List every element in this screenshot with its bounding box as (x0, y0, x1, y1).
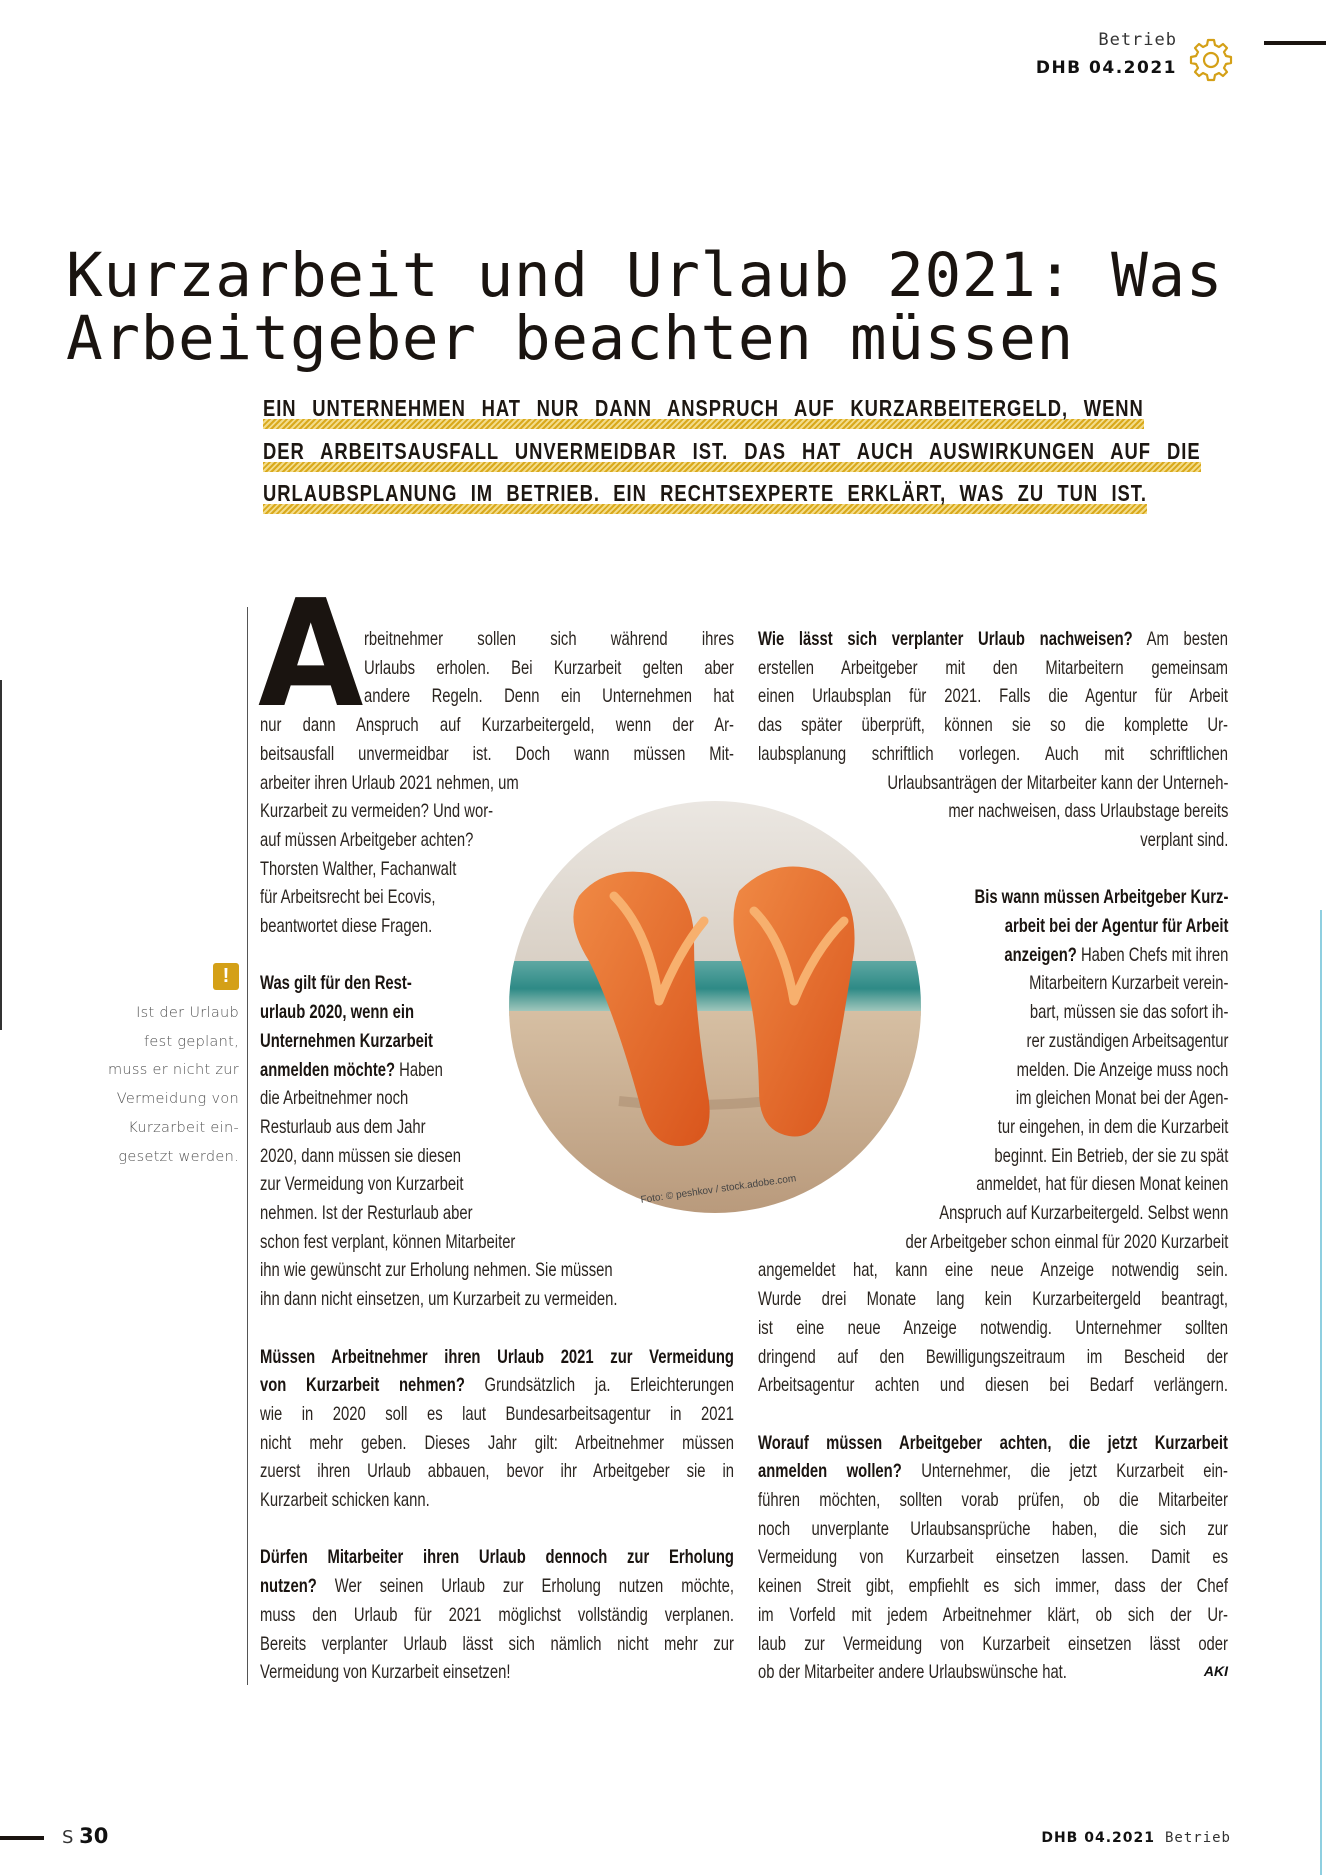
text-line (758, 1371, 1228, 1400)
text-line (758, 740, 1228, 769)
question-heading: Müssen Arbeitnehmer ihren Urlaub 2021 zur Vermeidung (260, 1345, 734, 1368)
text-line (758, 1429, 1228, 1458)
question-heading: Bis wann müssen Arbeitgeber Kurz- (974, 886, 1228, 909)
body-text: beitsausfall unvermeidbar ist. Doch wann müssen Mit- (260, 742, 734, 765)
subtitle-text: URLAUBSPLANUNG IM BETRIEB. EIN RECHTSEXPERTE ERKLÄRT, WAS ZU TUN IST. (263, 480, 1147, 506)
footer-issue (1041, 1829, 1231, 1846)
footer-issue-label: DHB 04.2021 (1041, 1830, 1155, 1846)
body-text: Kurzarbeit zu vermeiden? Und wor- (260, 800, 494, 823)
text-line (260, 1658, 734, 1687)
issue-label: DHB 04.2021 (1035, 58, 1177, 78)
body-text: ob der Mitarbeiter andere Urlaubswünsche hat. (758, 1661, 1067, 1684)
body-text: schon fest verplant, können Mitarbeiter (260, 1230, 516, 1253)
text-line (758, 769, 1228, 798)
question-heading: Was gilt für den Rest- (260, 972, 412, 995)
sidebar-note-line: gesetzt werden. (118, 1148, 239, 1165)
author-initials: AKI (1203, 1663, 1228, 1680)
body-text: der Arbeitgeber schon einmal für 2020 Kurzarbeit (905, 1230, 1228, 1253)
body-text: angemeldet hat, kann eine neue Anzeige notwendig sein. (758, 1259, 1228, 1282)
text-line (260, 1371, 734, 1400)
body-text: Bereits verplanter Urlaub lässt sich nämlich nicht mehr zur (260, 1632, 734, 1655)
body-text: nur dann Anspruch auf Kurzarbeitergeld, wenn der Ar- (260, 714, 734, 737)
sidebar-note-line: Ist der Urlaub (136, 1005, 239, 1021)
text-line (364, 682, 734, 711)
text-line (260, 711, 734, 740)
text-line (260, 1457, 734, 1486)
text-line (260, 769, 734, 798)
text-line (260, 1601, 734, 1630)
page-title-line-2: Arbeitgeber beachten müssen (66, 303, 1074, 374)
body-text: einen Urlaubsplan für 2021. Falls die Agentur für Arbeit (758, 685, 1228, 708)
question-heading: nutzen? (260, 1575, 317, 1598)
question-heading: von Kurzarbeit nehmen? (260, 1374, 465, 1397)
text-line (758, 1343, 1228, 1372)
page-title-line-1: Kurzarbeit und Urlaub 2021: Was (66, 240, 1224, 311)
text-line (758, 711, 1228, 740)
text-line (758, 1658, 1228, 1687)
section-label: Betrieb (1098, 30, 1177, 50)
body-text: rer zuständigen Arbeitsagentur (1026, 1029, 1228, 1052)
body-text: nicht mehr geben. Dieses Jahr gilt: Arbeitnehmer müssen (260, 1431, 734, 1454)
text-line (364, 625, 734, 654)
body-text: führen möchten, sollten vorab prüfen, ob die Mitarbeiter (758, 1489, 1228, 1511)
page-edge-left (0, 680, 2, 1030)
text-line (260, 1429, 734, 1458)
body-text: beginnt. Ein Betrieb, der sie zu spät (994, 1144, 1228, 1167)
exclamation-icon: ! (213, 963, 239, 990)
body-text: Thorsten Walther, Fachanwalt (260, 857, 457, 880)
text-line (260, 1400, 734, 1429)
body-text: tur eingehen, in dem die Kurzarbeit (997, 1115, 1228, 1138)
body-text: Wer seinen Urlaub zur Erholung nutzen möchte, (316, 1575, 734, 1598)
text-line (758, 1314, 1228, 1343)
header-rule (1264, 41, 1326, 45)
body-text: Grundsätzlich ja. Erleichterungen (464, 1374, 734, 1397)
body-text: mer nachweisen, dass Urlaubstage bereits (947, 800, 1228, 823)
question-heading: anmelden möchte? (260, 1058, 396, 1081)
body-text: noch unverplante Urlaubsansprüche haben, die sich zur (758, 1517, 1228, 1540)
body-text: Unternehmer, die jetzt Kurzarbeit ein- (901, 1460, 1228, 1483)
body-text: beantwortet diese Fragen. (260, 915, 433, 937)
text-line (260, 1285, 734, 1314)
text-line (758, 1486, 1228, 1515)
text-line (758, 1543, 1228, 1572)
subtitle-line-3 (263, 478, 1147, 520)
subtitle-line-1 (263, 393, 1144, 435)
page-prefix: S (62, 1827, 74, 1848)
text-line (260, 1228, 734, 1257)
flip-flops-photo (509, 801, 921, 1213)
body-text: Kurzarbeit schicken kann. (260, 1489, 430, 1511)
body-text: Urlaubsanträgen der Mitarbeiter kann der Unterneh- (886, 771, 1228, 794)
body-text: dringend auf den Bewilligungszeitraum im Bescheid der (758, 1345, 1228, 1368)
body-text: Am besten (1132, 628, 1228, 650)
sidebar-note-line: muss er nicht zur (107, 1062, 239, 1079)
text-line (758, 1630, 1228, 1659)
body-text: nehmen. Ist der Resturlaub aber (260, 1202, 473, 1224)
text-line (758, 654, 1228, 683)
body-text: muss den Urlaub für 2021 möglichst vollständig verplanen. (260, 1603, 734, 1626)
text-line (260, 1256, 734, 1285)
sidebar-note-line: fest geplant, (144, 1033, 239, 1050)
question-heading: Unternehmen Kurzarbeit (260, 1029, 433, 1052)
question-heading: Wie lässt sich verplanter Urlaub nachweisen? (758, 628, 1133, 650)
body-text: auf müssen Arbeitgeber achten? (260, 828, 474, 851)
drop-cap: A (258, 568, 364, 740)
sidebar-note-line: Vermeidung von (116, 1091, 239, 1108)
text-line (758, 1515, 1228, 1544)
page-number (62, 1824, 108, 1848)
question-heading: anmelden wollen? (758, 1460, 902, 1483)
text-line (758, 1228, 1228, 1257)
column-rule (247, 607, 248, 1685)
body-text: Arbeitsagentur achten und diesen bei Bedarf verlängern. (758, 1374, 1228, 1397)
body-text: laubsplanung schriftlich vorlegen. Auch mit schriftlichen (758, 742, 1228, 765)
page-edge-right (1320, 910, 1322, 1875)
body-text: Haben Chefs mit ihren (1076, 943, 1228, 966)
body-text: zur Vermeidung von Kurzarbeit (260, 1173, 464, 1196)
footer-rule (0, 1836, 44, 1840)
sidebar-note-line: Kurzarbeit ein- (128, 1119, 239, 1136)
text-line (758, 1457, 1228, 1486)
text-line (364, 654, 734, 683)
body-text: ihn dann nicht einsetzen, um Kurzarbeit zu vermeiden. (260, 1288, 618, 1311)
photo-credit: Foto: © peshkov / stock.adobe.com (640, 1173, 797, 1206)
footer-section-label: Betrieb (1164, 1830, 1231, 1846)
text-line (260, 1343, 734, 1372)
text-line (758, 682, 1228, 711)
question-heading: anzeigen? (1003, 943, 1077, 966)
body-text: keinen Streit gibt, empfiehlt es sich immer, dass der Chef (758, 1575, 1228, 1598)
subtitle-text: DER ARBEITSAUSFALL UNVERMEIDBAR IST. DAS HAT AUCH AUSWIRKUNGEN AUF DIE (263, 438, 1201, 464)
body-text: bart, müssen sie das sofort ih- (1029, 1001, 1228, 1024)
body-text: Vermeidung von Kurzarbeit einsetzen lassen. Damit es (758, 1546, 1228, 1569)
text-line (758, 1256, 1228, 1285)
body-text: arbeiter ihren Urlaub 2021 nehmen, um (260, 771, 519, 794)
gear-icon (1188, 37, 1234, 83)
question-heading: Dürfen Mitarbeiter ihren Urlaub dennoch zur Erholung (260, 1546, 734, 1569)
question-heading: arbeit bei der Agentur für Arbeit (1004, 915, 1228, 937)
body-text: im gleichen Monat bei der Agen- (1015, 1087, 1228, 1110)
body-text: laub zur Vermeidung von Kurzarbeit einsetzen lässt oder (758, 1632, 1228, 1655)
body-text: 2020, dann müssen sie diesen (260, 1144, 462, 1167)
text-line (758, 1572, 1228, 1601)
text-line (260, 1486, 734, 1515)
body-text: für Arbeitsrecht bei Ecovis, (260, 886, 436, 909)
body-text: rbeitnehmer sollen sich während ihres (364, 628, 734, 650)
body-text: das später überprüft, können sie so die komplette Ur- (758, 714, 1228, 737)
subtitle-text: EIN UNTERNEHMEN HAT NUR DANN ANSPRUCH AUF KURZARBEITERGELD, WENN (263, 395, 1144, 421)
question-heading: Worauf müssen Arbeitgeber achten, die jetzt Kurzarbeit (758, 1431, 1228, 1454)
body-text: Haben (395, 1058, 443, 1081)
text-line (260, 1543, 734, 1572)
body-text: andere Regeln. Denn ein Unternehmen hat (364, 685, 734, 708)
body-text: Wurde drei Monate lang kein Kurzarbeitergeld beantragt, (758, 1288, 1228, 1311)
body-text: Anspruch auf Kurzarbeitergeld. Selbst wenn (938, 1202, 1228, 1224)
body-text: Vermeidung von Kurzarbeit einsetzen! (260, 1661, 511, 1684)
body-text: wie in 2020 soll es laut Bundesarbeitsagentur in 2021 (260, 1402, 734, 1425)
text-line (758, 1601, 1228, 1630)
body-text: ihn wie gewünscht zur Erholung nehmen. Sie müssen (260, 1259, 613, 1282)
body-text: Urlaubs erholen. Bei Kurzarbeit gelten aber (364, 656, 734, 679)
page-number-value: 30 (79, 1824, 109, 1848)
body-text: ist eine neue Anzeige notwendig. Unternehmer sollten (758, 1316, 1228, 1339)
text-line (260, 1572, 734, 1601)
body-text: anmeldet, hat für diesen Monat keinen (975, 1173, 1228, 1196)
subtitle-line-2 (263, 436, 1201, 478)
text-line (260, 1630, 734, 1659)
body-text: erstellen Arbeitgeber mit den Mitarbeitern gemeinsam (758, 656, 1228, 679)
body-text: Mitarbeitern Kurzarbeit verein- (1028, 972, 1228, 995)
text-line (260, 740, 734, 769)
body-text: verplant sind. (1139, 828, 1228, 851)
body-text: melden. Die Anzeige muss noch (1016, 1058, 1228, 1081)
body-text: im Vorfeld mit jedem Arbeitnehmer klärt, ob sich der Ur- (758, 1603, 1228, 1626)
body-text: zuerst ihren Urlaub abbauen, bevor ihr Arbeitgeber sie in (260, 1460, 734, 1483)
question-heading: urlaub 2020, wenn ein (260, 1001, 415, 1024)
text-line (758, 1285, 1228, 1314)
text-line (758, 625, 1228, 654)
body-text: Resturlaub aus dem Jahr (260, 1115, 426, 1138)
body-text: die Arbeitnehmer noch (260, 1087, 409, 1110)
